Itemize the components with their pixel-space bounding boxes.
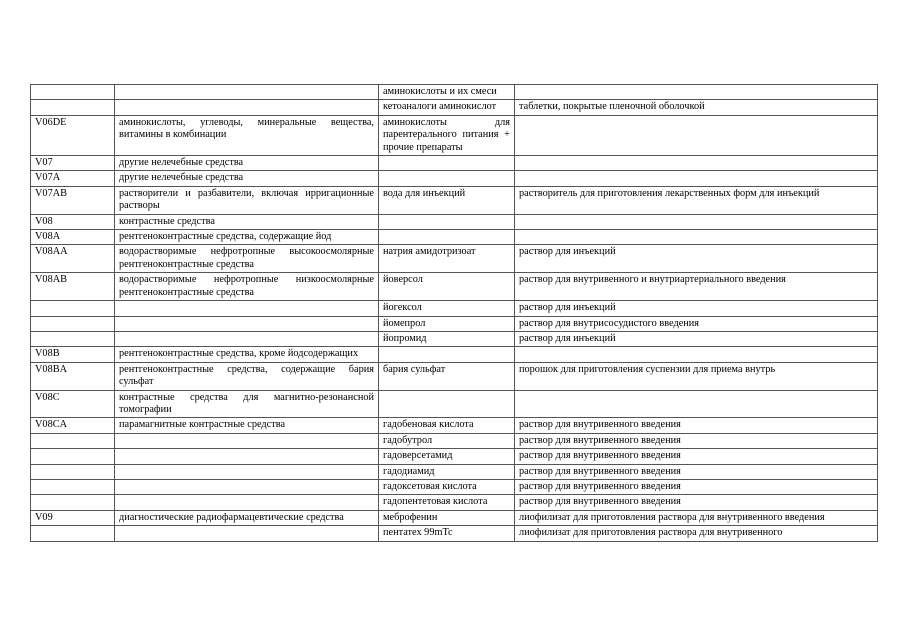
table-row [31, 316, 878, 331]
medication-table [30, 84, 878, 542]
table-row [31, 479, 878, 494]
atc-group-cell: диагностические радиофармацевтические средства [115, 510, 379, 525]
drug-name-cell: меброфенин [379, 510, 515, 525]
drug-name-cell [379, 347, 515, 362]
dosage-form-cell: раствор для внутривенного введения [515, 495, 878, 510]
atc-code-cell: V07AB [31, 186, 115, 214]
drug-name-cell: гадодиамид [379, 464, 515, 479]
drug-name-cell: гадобутрол [379, 433, 515, 448]
atc-group-cell: рентгеноконтрастные средства, содержащие бария сульфат [115, 362, 379, 390]
atc-code-cell [31, 449, 115, 464]
dosage-form-cell [515, 230, 878, 245]
dosage-form-cell: лиофилизат для приготовления раствора для внутривенного [515, 526, 878, 541]
atc-group-cell: водорастворимые нефротропные высокоосмолярные рентгеноконтрастные средства [115, 245, 379, 273]
drug-name-cell: йогексол [379, 301, 515, 316]
atc-code-cell [31, 479, 115, 494]
atc-code-cell [31, 464, 115, 479]
drug-name-cell [379, 156, 515, 171]
dosage-form-cell [515, 390, 878, 418]
drug-name-cell: натрия амидотризоат [379, 245, 515, 273]
atc-code-cell: V07A [31, 171, 115, 186]
table-body [31, 85, 878, 542]
dosage-form-cell: порошок для приготовления суспензии для приема внутрь [515, 362, 878, 390]
atc-code-cell: V08AA [31, 245, 115, 273]
dosage-form-cell: раствор для внутривенного введения [515, 464, 878, 479]
atc-code-cell: V08B [31, 347, 115, 362]
atc-group-cell [115, 449, 379, 464]
drug-name-cell: пентатех 99mTc [379, 526, 515, 541]
drug-name-cell: гадопентетовая кислота [379, 495, 515, 510]
atc-code-cell: V09 [31, 510, 115, 525]
table-row [31, 433, 878, 448]
dosage-form-cell [515, 85, 878, 100]
atc-group-cell [115, 85, 379, 100]
drug-name-cell: йоверсол [379, 273, 515, 301]
atc-code-cell [31, 85, 115, 100]
dosage-form-cell [515, 214, 878, 229]
dosage-form-cell: раствор для внутривенного и внутриартериального введения [515, 273, 878, 301]
atc-group-cell: другие нелечебные средства [115, 156, 379, 171]
dosage-form-cell: раствор для внутривенного введения [515, 418, 878, 433]
atc-code-cell: V08A [31, 230, 115, 245]
table-row [31, 464, 878, 479]
atc-group-cell: контрастные средства для магнитно-резонансной томографии [115, 390, 379, 418]
dosage-form-cell [515, 347, 878, 362]
atc-group-cell: рентгеноконтрастные средства, содержащие йод [115, 230, 379, 245]
drug-name-cell: аминокислоты для парентерального питания + прочие препараты [379, 115, 515, 155]
drug-name-cell: йомепрол [379, 316, 515, 331]
table-row [31, 156, 878, 171]
dosage-form-cell: раствор для внутривенного введения [515, 479, 878, 494]
dosage-form-cell [515, 171, 878, 186]
drug-name-cell [379, 171, 515, 186]
atc-code-cell: V06DE [31, 115, 115, 155]
drug-name-cell: аминокислоты и их смеси [379, 85, 515, 100]
atc-code-cell: V08BA [31, 362, 115, 390]
atc-group-cell [115, 495, 379, 510]
table-row [31, 115, 878, 155]
table-row [31, 230, 878, 245]
atc-group-cell [115, 479, 379, 494]
dosage-form-cell: раствор для внутривенного введения [515, 449, 878, 464]
atc-code-cell [31, 331, 115, 346]
atc-group-cell [115, 316, 379, 331]
atc-group-cell [115, 433, 379, 448]
table-row [31, 347, 878, 362]
atc-group-cell [115, 464, 379, 479]
atc-group-cell [115, 301, 379, 316]
atc-group-cell [115, 526, 379, 541]
table-row [31, 362, 878, 390]
drug-name-cell [379, 214, 515, 229]
table-row [31, 510, 878, 525]
table-row [31, 273, 878, 301]
table-row [31, 449, 878, 464]
dosage-form-cell [515, 156, 878, 171]
table-row [31, 214, 878, 229]
atc-code-cell: V08 [31, 214, 115, 229]
atc-group-cell: водорастворимые нефротропные низкоосмолярные рентгеноконтрастные средства [115, 273, 379, 301]
table-row [31, 245, 878, 273]
dosage-form-cell [515, 115, 878, 155]
drug-name-cell: гадоксетовая кислота [379, 479, 515, 494]
drug-name-cell: гадобеновая кислота [379, 418, 515, 433]
table-row [31, 171, 878, 186]
atc-group-cell [115, 331, 379, 346]
dosage-form-cell: раствор для инъекций [515, 245, 878, 273]
atc-group-cell: рентгеноконтрастные средства, кроме йодсодержащих [115, 347, 379, 362]
atc-group-cell [115, 100, 379, 115]
dosage-form-cell: таблетки, покрытые пленочной оболочкой [515, 100, 878, 115]
atc-group-cell: растворители и разбавители, включая ирригационные растворы [115, 186, 379, 214]
dosage-form-cell: растворитель для приготовления лекарственных форм для инъекций [515, 186, 878, 214]
dosage-form-cell: раствор для внутрисосудистого введения [515, 316, 878, 331]
atc-code-cell [31, 100, 115, 115]
drug-name-cell: бария сульфат [379, 362, 515, 390]
atc-code-cell [31, 301, 115, 316]
table-row [31, 186, 878, 214]
dosage-form-cell: раствор для инъекций [515, 301, 878, 316]
table-row [31, 100, 878, 115]
atc-code-cell [31, 526, 115, 541]
atc-code-cell: V07 [31, 156, 115, 171]
table-row [31, 390, 878, 418]
drug-name-cell [379, 390, 515, 418]
table-row [31, 418, 878, 433]
atc-code-cell: V08CA [31, 418, 115, 433]
drug-name-cell: йопромид [379, 331, 515, 346]
atc-group-cell: контрастные средства [115, 214, 379, 229]
drug-name-cell [379, 230, 515, 245]
dosage-form-cell: раствор для внутривенного введения [515, 433, 878, 448]
drug-name-cell: гадоверсетамид [379, 449, 515, 464]
dosage-form-cell: раствор для инъекций [515, 331, 878, 346]
drug-name-cell: кетоаналоги аминокислот [379, 100, 515, 115]
table-row [31, 301, 878, 316]
atc-group-cell: аминокислоты, углеводы, минеральные вещества, витамины в комбинации [115, 115, 379, 155]
atc-code-cell [31, 433, 115, 448]
atc-code-cell: V08C [31, 390, 115, 418]
atc-group-cell: парамагнитные контрастные средства [115, 418, 379, 433]
table-row [31, 495, 878, 510]
table-row [31, 526, 878, 541]
atc-code-cell [31, 316, 115, 331]
dosage-form-cell: лиофилизат для приготовления раствора для внутривенного введения [515, 510, 878, 525]
atc-group-cell: другие нелечебные средства [115, 171, 379, 186]
table-row [31, 331, 878, 346]
atc-code-cell [31, 495, 115, 510]
atc-code-cell: V08AB [31, 273, 115, 301]
table-row [31, 85, 878, 100]
drug-name-cell: вода для инъекций [379, 186, 515, 214]
